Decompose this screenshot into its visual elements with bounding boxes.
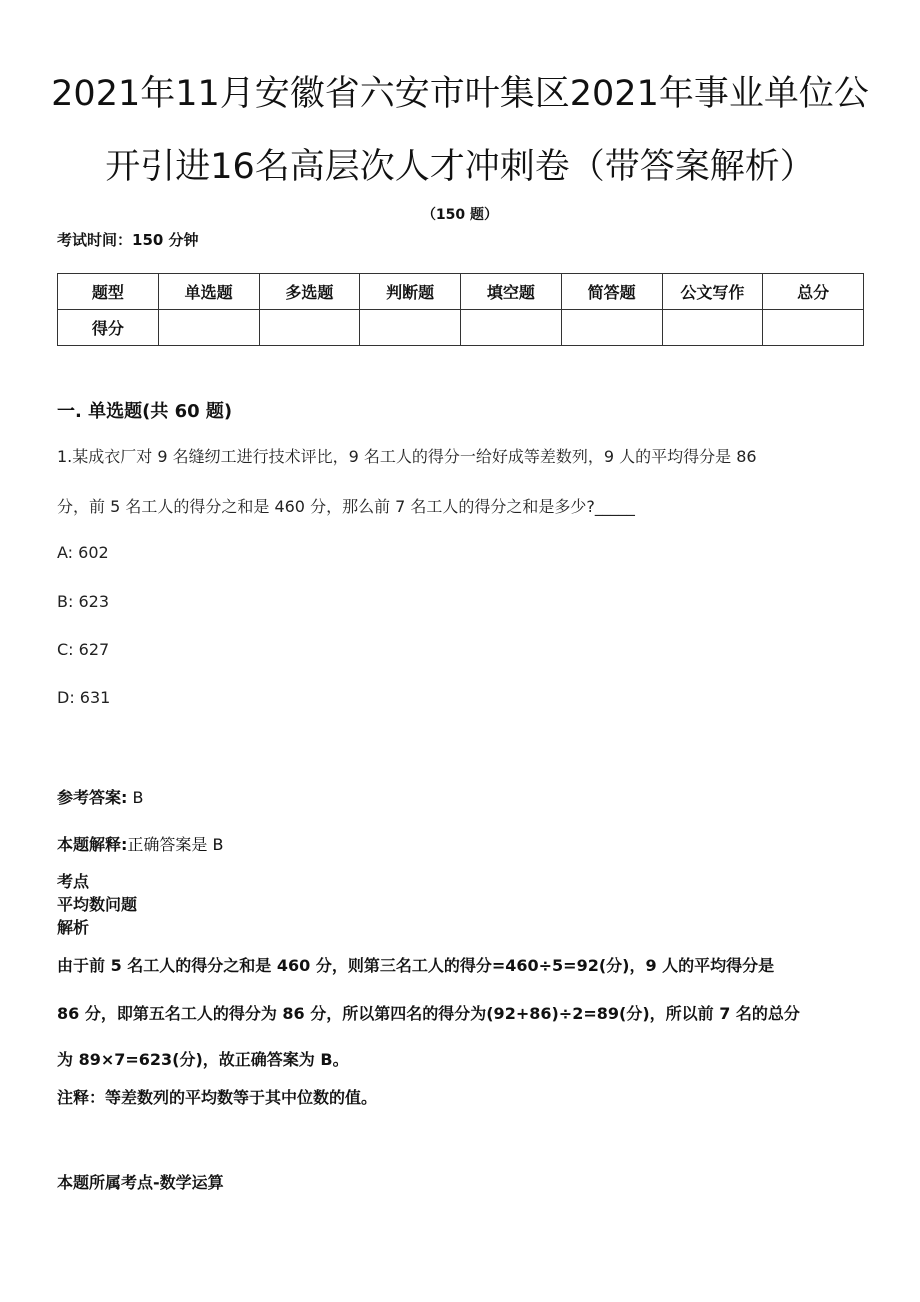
jiexi-label: 解析 <box>57 918 90 937</box>
score-table-header: 总分 <box>763 274 864 310</box>
score-table-header: 题型 <box>58 274 159 310</box>
reference-answer-label: 参考答案: <box>57 788 128 807</box>
option-b: B: 623 <box>57 592 109 611</box>
score-table-header: 多选题 <box>259 274 360 310</box>
analysis-line-1: 由于前 5 名工人的得分之和是 460 分，则第三名工人的得分=460÷5=92(分)，9 人的平均得分是 <box>57 956 775 975</box>
document-title-line-1: 2021年11月安徽省六安市叶集区2021年事业单位公 <box>51 74 869 114</box>
option-a: A: 602 <box>57 543 109 562</box>
question-count: （150 题） <box>421 207 499 223</box>
score-table-header: 简答题 <box>561 274 662 310</box>
question-text-line-2: 分，前 5 名工人的得分之和是 460 分，那么前 7 名工人的得分之和是多少?_____ <box>57 497 635 516</box>
score-cell <box>158 310 259 346</box>
score-cell <box>662 310 763 346</box>
kaodian-label: 考点 <box>57 872 90 891</box>
score-cell <box>561 310 662 346</box>
score-cell <box>360 310 461 346</box>
question-text-line-1: 1.某成衣厂对 9 名缝纫工进行技术评比，9 名工人的得分一给好成等差数列，9 人的平均得分是 86 <box>57 447 757 466</box>
exam-time: 考试时间：150 分钟 <box>57 231 199 249</box>
reference-answer <box>57 785 143 808</box>
reference-answer-value: B <box>127 788 144 807</box>
topic-label: 平均数问题 <box>57 895 138 914</box>
score-cell <box>461 310 562 346</box>
answer-explanation <box>57 832 223 855</box>
score-table-header: 判断题 <box>360 274 461 310</box>
score-cell <box>259 310 360 346</box>
explanation-value: 正确答案是 B <box>127 835 224 854</box>
category-text: 本题所属考点-数学运算 <box>57 1173 224 1192</box>
document-title-line-2: 开引进16名高层次人才冲刺卷（带答案解析） <box>105 147 815 187</box>
score-row-label: 得分 <box>58 310 159 346</box>
score-table-header-row <box>58 274 864 310</box>
analysis-line-3: 为 89×7=623(分)，故正确答案为 B。 <box>57 1050 349 1069</box>
score-table-score-row <box>58 310 864 346</box>
analysis-line-2: 86 分，即第五名工人的得分为 86 分，所以第四名的得分为(92+86)÷2=89(分)，所以前 7 名的总分 <box>57 1004 800 1023</box>
option-c: C: 627 <box>57 640 110 659</box>
option-d: D: 631 <box>57 688 111 707</box>
score-table-header: 公文写作 <box>662 274 763 310</box>
note-text: 注释：等差数列的平均数等于其中位数的值。 <box>57 1088 378 1107</box>
score-table-header: 单选题 <box>158 274 259 310</box>
score-table-header: 填空题 <box>461 274 562 310</box>
score-cell <box>763 310 864 346</box>
score-table <box>57 273 864 346</box>
section-heading: 一. 单选题(共 60 题) <box>57 401 233 422</box>
explanation-label: 本题解释: <box>57 835 128 854</box>
